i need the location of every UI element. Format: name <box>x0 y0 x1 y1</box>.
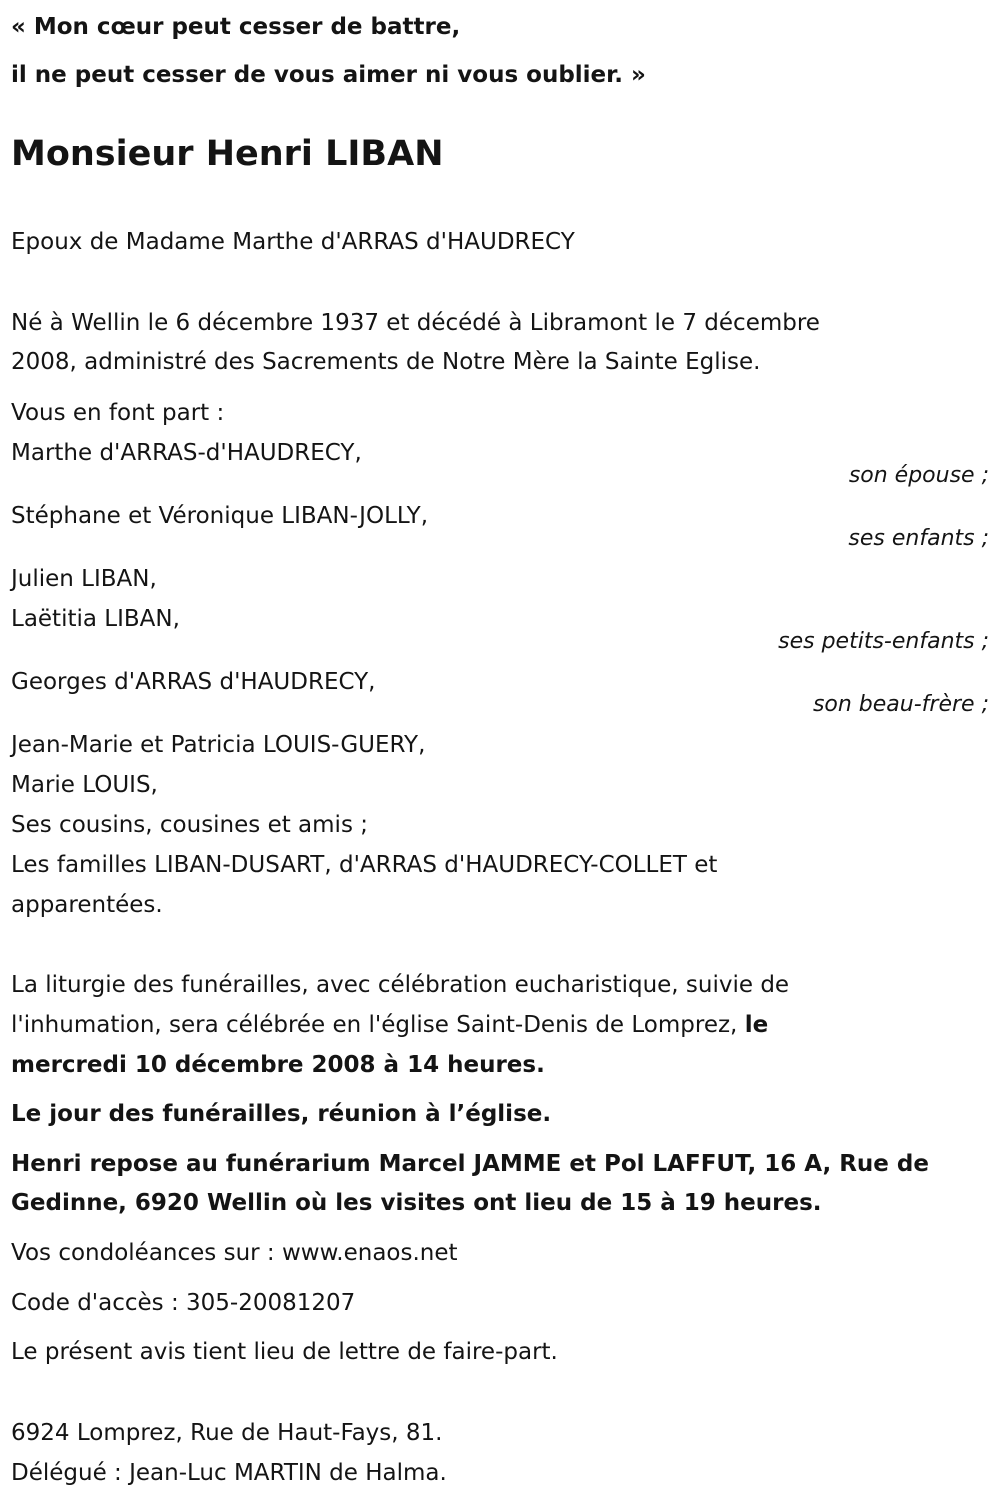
quote-line-1: « Mon cœur peut cesser de battre, <box>11 14 461 40</box>
funeral-line-2 <box>11 1010 768 1040</box>
family-others-2: Marie LOUIS, <box>11 772 158 798</box>
family-wife-name: Marthe d'ARRAS-d'HAUDRECY, <box>11 440 362 466</box>
funeral-date-time: mercredi 10 décembre 2008 à 14 heures. <box>11 1052 545 1078</box>
family-others-3: Ses cousins, cousines et amis ; <box>11 812 368 838</box>
condolences-line: Vos condoléances sur : www.enaos.net <box>11 1240 458 1266</box>
funeral-rest-line-1: Henri repose au funérarium Marcel JAMME et Pol LAFFUT, 16 A, Rue de <box>11 1151 929 1177</box>
announcement-intro: Vous en font part : <box>11 400 225 426</box>
family-brother-in-law-relation: son beau-frère ; <box>812 692 989 717</box>
access-code-line: Code d'accès : 305-20081207 <box>11 1290 356 1316</box>
quote-line-2: il ne peut cesser de vous aimer ni vous oublier. » <box>11 62 646 88</box>
family-others-4: Les familles LIBAN-DUSART, d'ARRAS d'HAUDRECY-COLLET et <box>11 852 718 878</box>
family-wife-relation: son épouse ; <box>848 463 989 488</box>
birth-death-line-1: Né à Wellin le 6 décembre 1937 et décédé à Libramont le 7 décembre <box>11 310 820 336</box>
address-line: 6924 Lomprez, Rue de Haut-Fays, 81. <box>11 1420 443 1446</box>
delegate-line: Délégué : Jean-Luc MARTIN de Halma. <box>11 1460 447 1486</box>
family-others-5: apparentées. <box>11 892 163 918</box>
spouse-line: Epoux de Madame Marthe d'ARRAS d'HAUDRECY <box>11 229 575 255</box>
funeral-gathering: Le jour des funérailles, réunion à l’église. <box>11 1101 552 1127</box>
family-children-relation: ses enfants ; <box>848 526 989 551</box>
family-grandchild-1: Julien LIBAN, <box>11 566 157 592</box>
notice-line: Le présent avis tient lieu de lettre de faire-part. <box>11 1339 558 1365</box>
family-grandchild-2: Laëtitia LIBAN, <box>11 606 180 632</box>
family-children-names: Stéphane et Véronique LIBAN-JOLLY, <box>11 503 428 529</box>
family-brother-in-law-name: Georges d'ARRAS d'HAUDRECY, <box>11 669 376 695</box>
family-others-1: Jean-Marie et Patricia LOUIS-GUERY, <box>11 732 426 758</box>
funeral-line-1: La liturgie des funérailles, avec célébration eucharistique, suivie de <box>11 972 790 998</box>
birth-death-line-2: 2008, administré des Sacrements de Notre Mère la Sainte Eglise. <box>11 349 761 375</box>
funeral-rest-line-2: Gedinne, 6920 Wellin où les visites ont lieu de 15 à 19 heures. <box>11 1190 822 1216</box>
family-grandchildren-relation: ses petits-enfants ; <box>778 629 989 654</box>
funeral-line-2-regular: l'inhumation, sera célébrée en l'église Saint-Denis de Lomprez, <box>11 1012 745 1038</box>
deceased-name: Monsieur Henri LIBAN <box>11 134 444 174</box>
funeral-line-2-bold: le <box>744 1012 769 1038</box>
